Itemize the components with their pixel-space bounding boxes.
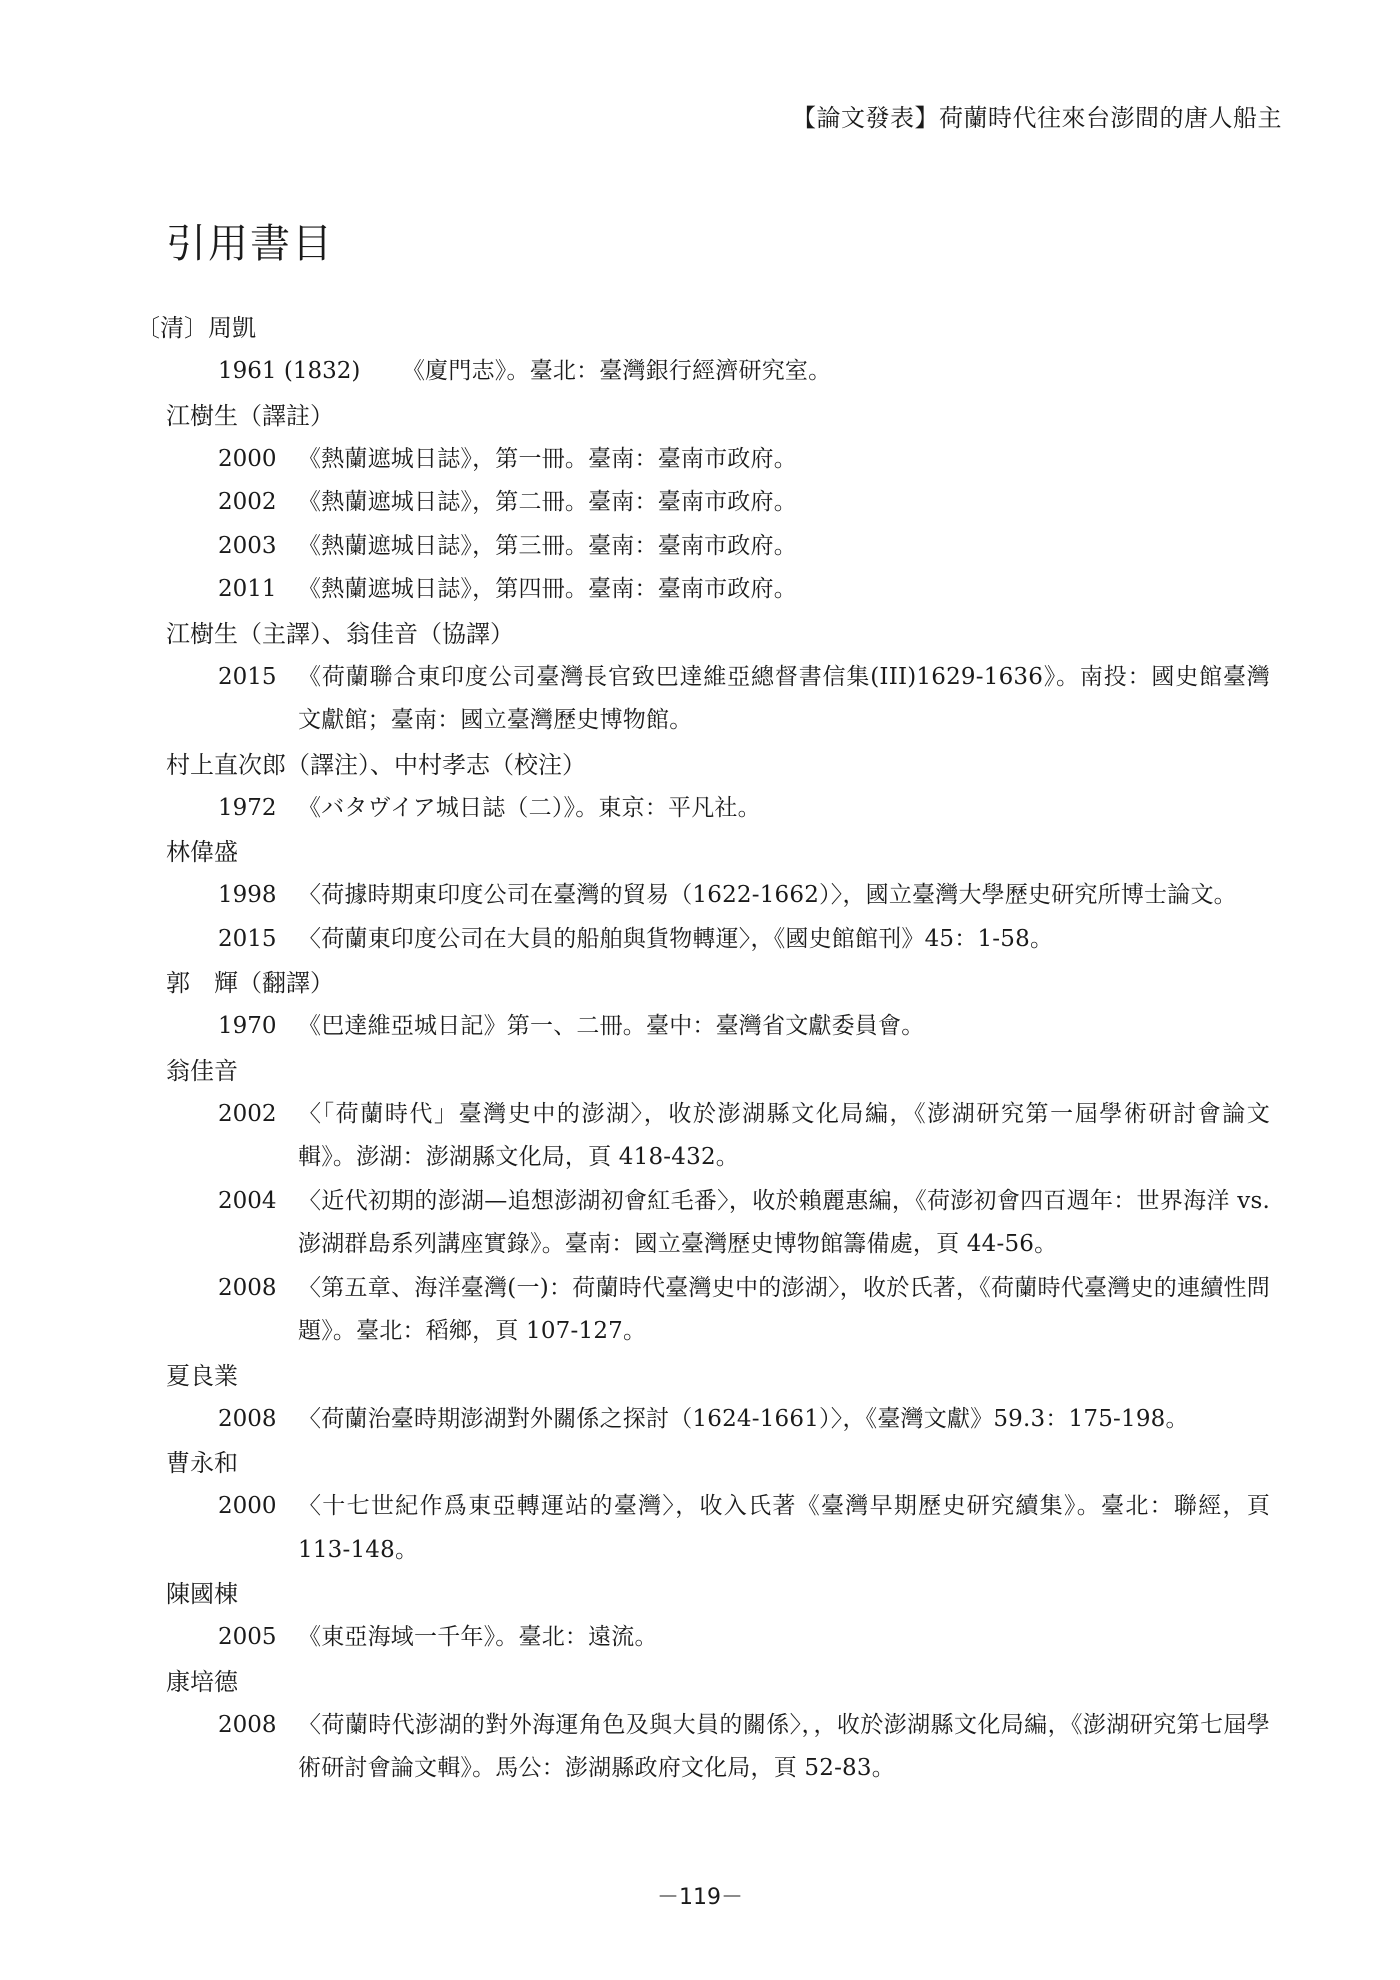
bibliography-entry (140, 918, 1270, 962)
entry-citation: 〈荷蘭東印度公司在大員的船舶與貨物轉運〉，《國史館館刊》45：1-58。 (298, 925, 1054, 952)
entry-year: 2000 (218, 1493, 277, 1519)
entry-citation: 《荷蘭聯合東印度公司臺灣長官致巴達維亞總督書信集(III)1629-1636》。南投：國史館臺灣文獻館；臺南：國立臺灣歷史博物館。 (298, 663, 1270, 733)
entry-citation: 〈近代初期的澎湖—追想澎湖初會紅毛番〉，收於賴麗惠編，《荷澎初會四百週年：世界海洋 vs. 澎湖群島系列講座實錄》。臺南：國立臺灣歷史博物館籌備處，頁 44-56。 (298, 1187, 1270, 1257)
bibliography-entry (140, 787, 1270, 831)
bibliography-author: 〔清〕周凱 (136, 314, 256, 342)
bibliography-entry (140, 1398, 1270, 1442)
entry-year: 2002 (218, 1100, 277, 1127)
bibliography-author: 曹永和 (166, 1449, 238, 1477)
entry-citation: 〈荷據時期東印度公司在臺灣的貿易（1622-1662）〉，國立臺灣大學歷史研究所博士論文。 (298, 882, 1237, 908)
entry-citation: 《熱蘭遮城日誌》，第一冊。臺南：臺南市政府。 (298, 445, 797, 472)
entry-year: 2000 (218, 445, 277, 472)
section-title: 引用書目 (166, 221, 334, 267)
entry-year: 2008 (218, 1711, 277, 1738)
entry-year: 2015 (218, 925, 277, 952)
running-header: 【論文發表】荷蘭時代往來台澎間的唐人船主 (792, 104, 1282, 132)
bibliography-author: 郭 輝（翻譯） (166, 969, 334, 997)
entry-year: 2015 (218, 663, 277, 690)
bibliography-entry (140, 656, 1270, 743)
entry-year: 2002 (218, 489, 277, 515)
entry-citation: 《東亞海域一千年》。臺北：遠流。 (298, 1624, 658, 1650)
bibliography-list (136, 306, 1270, 1791)
bibliography-entry (140, 874, 1270, 918)
bibliography-author: 江樹生（主譯）、翁佳音（協譯） (166, 619, 514, 648)
bibliography-entry (140, 1485, 1270, 1572)
bibliography-entry (140, 1267, 1270, 1354)
entry-year: 2008 (218, 1405, 277, 1432)
bibliography-entry (140, 481, 1270, 525)
entry-citation: 《熱蘭遮城日誌》，第二冊。臺南：臺南市政府。 (298, 489, 797, 515)
entry-citation: 《廈門志》。臺北：臺灣銀行經濟研究室。 (402, 358, 832, 384)
entry-year: 2003 (218, 532, 277, 559)
bibliography-author: 夏良業 (166, 1361, 238, 1390)
bibliography-author: 康培德 (166, 1667, 238, 1696)
bibliography-author: 翁佳音 (166, 1056, 238, 1085)
entry-year: 2004 (218, 1187, 277, 1214)
entry-year: 1972 (218, 794, 277, 821)
bibliography-author: 林偉盛 (166, 838, 238, 866)
entry-citation: 《熱蘭遮城日誌》，第四冊。臺南：臺南市政府。 (298, 576, 797, 602)
entry-year: 2008 (218, 1274, 277, 1301)
bibliography-entry (140, 1180, 1270, 1267)
bibliography-entry (140, 1616, 1270, 1660)
entry-citation: 《バタヴイア城日誌（二）》。東京：平凡社。 (298, 794, 761, 821)
bibliography-entry (140, 438, 1270, 482)
entry-citation: 〈荷蘭治臺時期澎湖對外關係之探討（1624-1661）〉，《臺灣文獻》59.3：175-198。 (298, 1405, 1189, 1432)
entry-citation: 《巴達維亞城日記》第一、二冊。臺中：臺灣省文獻委員會。 (298, 1013, 925, 1039)
bibliography-author: 江樹生（譯註） (166, 401, 334, 430)
bibliography-entry (140, 1005, 1270, 1049)
bibliography-entry (140, 568, 1270, 612)
page-number: －119－ (657, 1885, 743, 1910)
entry-year: 1961 (1832) (218, 358, 361, 384)
entry-year: 1998 (218, 882, 277, 908)
entry-citation: 〈第五章、海洋臺灣(一)：荷蘭時代臺灣史中的澎湖〉，收於氏著，《荷蘭時代臺灣史的連續性問題》。臺北：稻鄉，頁 107-127。 (298, 1274, 1270, 1344)
entry-year: 2011 (218, 576, 277, 602)
entry-year: 2005 (218, 1624, 277, 1650)
bibliography-entry (140, 350, 1270, 394)
entry-year: 1970 (218, 1013, 277, 1039)
entry-citation: 〈「荷蘭時代」臺灣史中的澎湖〉，收於澎湖縣文化局編，《澎湖研究第一屆學術研討會論文輯》。澎湖：澎湖縣文化局，頁 418-432。 (298, 1100, 1270, 1170)
bibliography-author: 陳國棟 (166, 1580, 238, 1608)
bibliography-entry (140, 525, 1270, 569)
bibliography-entry (140, 1093, 1270, 1180)
entry-citation: 《熱蘭遮城日誌》，第三冊。臺南：臺南市政府。 (298, 532, 797, 559)
bibliography-author: 村上直次郎（譯注）、中村孝志（校注） (166, 750, 586, 779)
entry-citation: 〈荷蘭時代澎湖的對外海運角色及與大員的關係〉，，收於澎湖縣文化局編，《澎湖研究第七屆學術研討會論文輯》。馬公：澎湖縣政府文化局，頁 52-83。 (298, 1711, 1270, 1781)
bibliography-entry (140, 1704, 1270, 1791)
entry-citation: 〈十七世紀作爲東亞轉運站的臺灣〉，收入氏著《臺灣早期歷史研究續集》。臺北：聯經，頁 113-148。 (298, 1493, 1270, 1563)
